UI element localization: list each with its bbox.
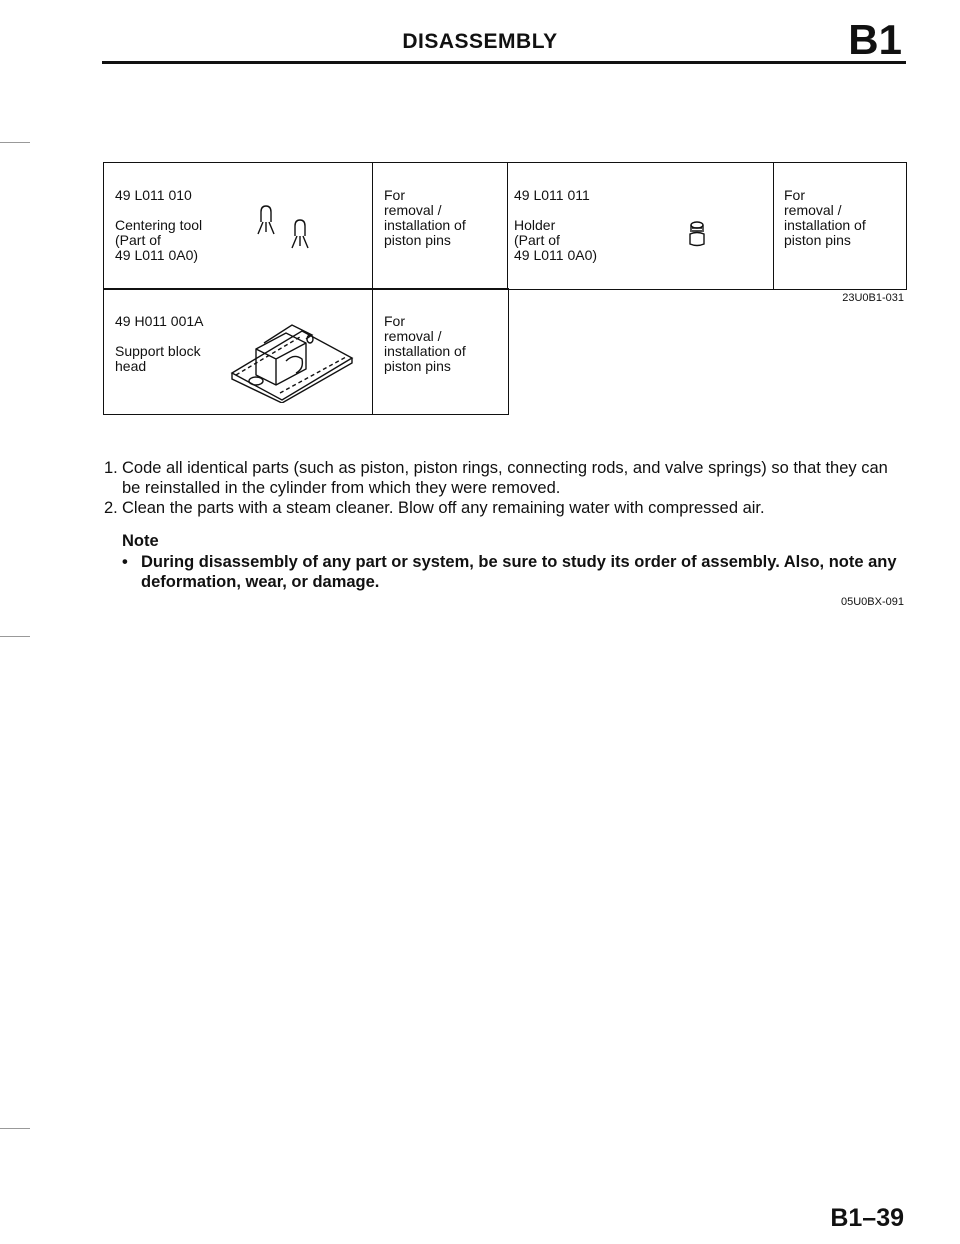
margin-mark (0, 1128, 30, 1129)
step-text: Clean the parts with a steam cleaner. Blow off any remaining water with compressed air. (122, 499, 765, 517)
tool-name-line: head (115, 358, 147, 374)
tool-use-line: installation of (784, 217, 866, 233)
page-title: DISASSEMBLY (402, 30, 558, 53)
step-1 (104, 458, 910, 498)
centering-tool-icon (255, 202, 325, 252)
tool-use-line: piston pins (384, 232, 451, 248)
tool-use-support-block (384, 314, 466, 374)
note-heading: Note (122, 532, 159, 550)
tool-use-line: For (384, 187, 405, 203)
table-divider (773, 162, 774, 289)
note-text: During disassembly of any part or system, be sure to study its order of assembly. Also, note any deformation, wear, or damage. (141, 553, 897, 591)
tool-name-line: (Part of (115, 232, 161, 248)
note-ref-code: 05U0BX-091 (841, 596, 904, 608)
tool-use-line: piston pins (384, 358, 451, 374)
tool-cell-holder (514, 188, 597, 263)
tool-name-line: 49 L011 0A0) (115, 247, 199, 263)
tool-use-holder (784, 188, 866, 248)
table-ref-code: 23U0B1-031 (842, 292, 904, 304)
tool-use-line: installation of (384, 343, 466, 359)
support-block-head-icon (226, 303, 356, 403)
tool-use-line: piston pins (784, 232, 851, 248)
step-text: Code all identical parts (such as piston, piston rings, connecting rods, and valve springs) so that they can be reinstalled in the cylinder from which they were removed. (122, 459, 888, 497)
margin-mark (0, 636, 30, 637)
tool-use-line: removal / (784, 202, 842, 218)
tool-name-line: 49 L011 0A0) (514, 247, 598, 263)
tool-part-number: 49 L011 011 (514, 187, 590, 203)
tool-name-line: Support block (115, 343, 201, 359)
holder-icon (687, 220, 707, 248)
step-number: 1. (104, 459, 118, 477)
tool-part-number: 49 L011 010 (115, 187, 192, 203)
tool-name-line: Centering tool (115, 217, 203, 233)
step-number: 2. (104, 499, 118, 517)
tool-cell-centering-tool (115, 188, 202, 263)
step-2 (104, 498, 910, 518)
page-number: B1–39 (830, 1204, 904, 1232)
tool-use-line: For (784, 187, 805, 203)
tool-cell-support-block (115, 314, 203, 374)
table-divider (372, 162, 373, 414)
tool-name-line: Holder (514, 217, 556, 233)
tool-use-line: removal / (384, 202, 442, 218)
note-body (122, 552, 912, 592)
tool-use-line: removal / (384, 328, 442, 344)
tool-use-line: For (384, 313, 405, 329)
table-divider (507, 162, 508, 289)
section-code: B1 (848, 16, 902, 63)
margin-mark (0, 142, 30, 143)
tool-use-line: installation of (384, 217, 466, 233)
header-rule (102, 61, 906, 64)
tool-part-number: 49 H011 001A (115, 313, 204, 329)
bullet-icon: • (122, 553, 128, 571)
tool-use-centering-tool (384, 188, 466, 248)
tool-name-line: (Part of (514, 232, 560, 248)
